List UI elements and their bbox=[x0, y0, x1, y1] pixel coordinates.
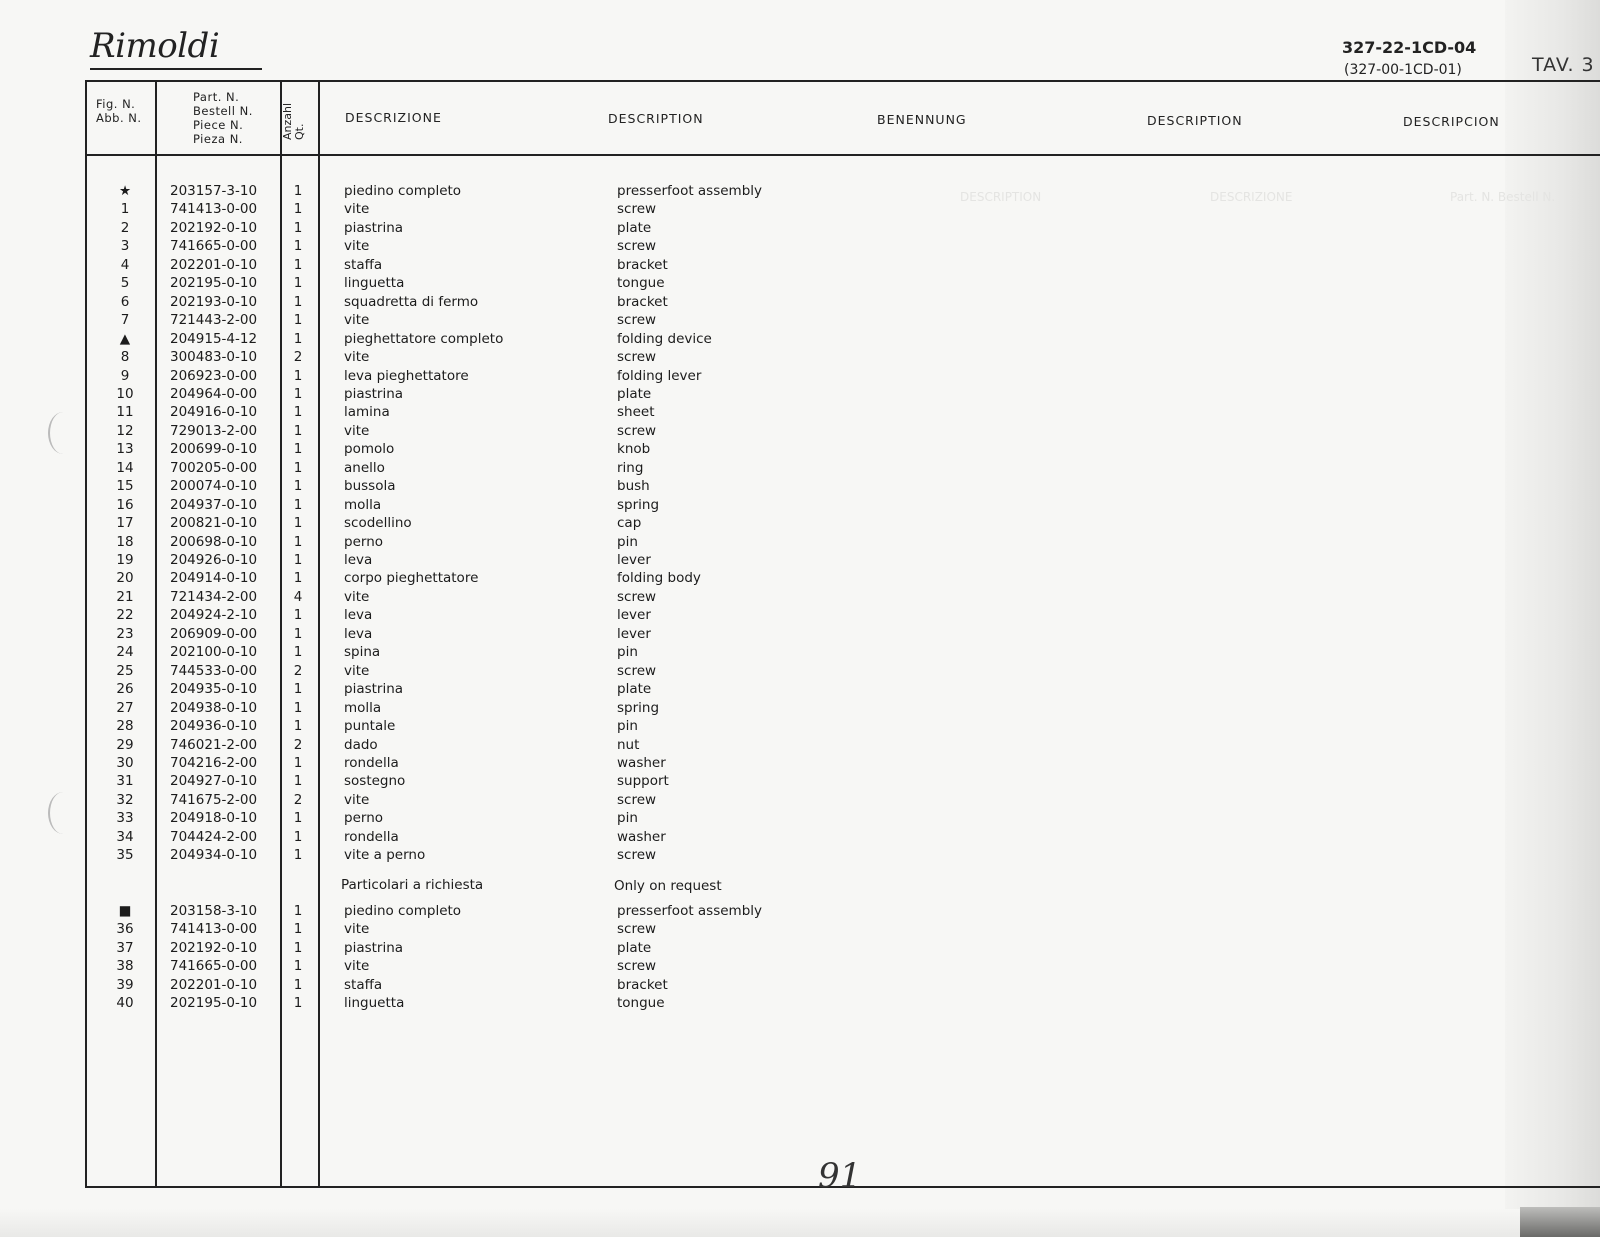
part-number: 300483-0-10 bbox=[170, 349, 258, 366]
table-row bbox=[0, 440, 800, 458]
part-number: 200821-0-10 bbox=[170, 515, 258, 532]
description-en: screw bbox=[617, 422, 657, 439]
description-it: vite bbox=[344, 312, 370, 329]
description-en: pin bbox=[617, 718, 638, 735]
description-en: screw bbox=[617, 238, 657, 255]
description-en: plate bbox=[617, 939, 652, 956]
fig-number: ★ bbox=[118, 183, 132, 199]
description-it: vite bbox=[344, 349, 370, 366]
description-en: screw bbox=[617, 921, 657, 938]
part-number: 204927-0-10 bbox=[170, 773, 258, 790]
quantity: 1 bbox=[293, 312, 303, 329]
table-row bbox=[0, 422, 800, 440]
description-en: screw bbox=[617, 349, 657, 366]
document-code-alt: (327-00-1CD-01) bbox=[1344, 62, 1462, 78]
quantity: 1 bbox=[293, 533, 303, 550]
fig-number: 39 bbox=[116, 976, 134, 993]
header-qty-line: Anzahl bbox=[281, 102, 294, 140]
table-row bbox=[0, 403, 800, 421]
fig-number: 35 bbox=[116, 847, 134, 864]
part-number: 200074-0-10 bbox=[170, 478, 258, 495]
table-row bbox=[0, 809, 800, 827]
description-en: screw bbox=[617, 791, 657, 808]
part-number: 204934-0-10 bbox=[170, 847, 258, 864]
quantity: 1 bbox=[293, 644, 303, 661]
quantity: 1 bbox=[293, 256, 303, 273]
description-it: molla bbox=[344, 699, 382, 716]
table-row bbox=[0, 551, 800, 569]
table-row bbox=[0, 348, 800, 366]
part-number: 204915-4-12 bbox=[170, 330, 258, 347]
part-number: 204935-0-10 bbox=[170, 681, 258, 698]
fig-number: 40 bbox=[116, 995, 134, 1011]
header-part-line: Part. N. bbox=[193, 90, 240, 104]
table-row bbox=[0, 514, 800, 532]
part-number: 741675-2-00 bbox=[170, 791, 258, 808]
fig-number: 5 bbox=[120, 275, 130, 292]
table-row bbox=[0, 902, 800, 920]
table-row bbox=[0, 330, 800, 348]
quantity: 1 bbox=[293, 939, 303, 956]
quantity: 2 bbox=[293, 736, 303, 753]
table-row bbox=[0, 237, 800, 255]
quantity: 1 bbox=[293, 515, 303, 532]
table-row bbox=[0, 274, 800, 292]
header-part-line: Piece N. bbox=[193, 118, 244, 132]
fig-number: 19 bbox=[116, 552, 134, 568]
fig-number: 36 bbox=[116, 921, 134, 938]
quantity: 1 bbox=[293, 183, 303, 199]
bleed-through-text: DESCRIPTION bbox=[960, 190, 1042, 204]
header-rule bbox=[85, 154, 1600, 156]
description-en: bracket bbox=[617, 256, 668, 273]
description-it: vite bbox=[344, 791, 370, 808]
header-fig bbox=[96, 97, 142, 125]
quantity: 2 bbox=[293, 791, 303, 808]
quantity: 1 bbox=[293, 238, 303, 255]
header-part-line: Bestell N. bbox=[193, 104, 253, 118]
fig-number: 29 bbox=[116, 736, 134, 753]
fig-number: 30 bbox=[116, 754, 134, 771]
description-en: washer bbox=[617, 754, 666, 771]
header-part bbox=[193, 90, 253, 146]
table-row bbox=[0, 939, 800, 957]
part-number: 204937-0-10 bbox=[170, 496, 258, 513]
fig-number: 6 bbox=[120, 293, 130, 310]
bleed-through-text: DESCRIZIONE bbox=[1210, 190, 1293, 204]
table-row bbox=[0, 219, 800, 237]
quantity: 1 bbox=[293, 810, 303, 827]
description-it: lamina bbox=[344, 404, 390, 421]
table-row bbox=[0, 920, 800, 938]
fig-number: 10 bbox=[116, 385, 134, 402]
description-it: leva pieghettatore bbox=[344, 367, 469, 384]
table-row bbox=[0, 957, 800, 975]
fig-number: 22 bbox=[116, 607, 134, 624]
quantity: 1 bbox=[293, 718, 303, 735]
part-number: 704216-2-00 bbox=[170, 754, 258, 771]
table-row bbox=[0, 533, 800, 551]
part-number: 741413-0-00 bbox=[170, 921, 258, 938]
quantity: 1 bbox=[293, 958, 303, 975]
table-row bbox=[0, 200, 800, 218]
header-fig-line: Fig. N. bbox=[96, 97, 136, 111]
fig-number: 15 bbox=[116, 478, 134, 495]
document-code: 327-22-1CD-04 bbox=[1342, 38, 1477, 57]
description-it: vite bbox=[344, 238, 370, 255]
part-number: 202192-0-10 bbox=[170, 219, 258, 236]
table-row bbox=[0, 662, 800, 680]
description-en: screw bbox=[617, 201, 657, 218]
table-row bbox=[0, 791, 800, 809]
description-it: scodellino bbox=[344, 515, 412, 532]
description-en: knob bbox=[617, 441, 651, 458]
quantity: 1 bbox=[293, 459, 303, 476]
quantity: 1 bbox=[293, 422, 303, 439]
fig-number: 34 bbox=[116, 828, 134, 845]
scan-corner bbox=[1520, 1207, 1600, 1237]
description-en: screw bbox=[617, 588, 657, 605]
header-description-en: DESCRIPTION bbox=[608, 111, 704, 126]
fig-number: 21 bbox=[116, 588, 134, 605]
description-en: tongue bbox=[617, 275, 665, 292]
fig-number: 37 bbox=[116, 939, 134, 956]
table-row bbox=[0, 588, 800, 606]
description-it: bussola bbox=[344, 478, 396, 495]
description-it: piastrina bbox=[344, 219, 404, 236]
description-it: linguetta bbox=[344, 275, 405, 292]
table-row bbox=[0, 754, 800, 772]
description-it: vite bbox=[344, 958, 370, 975]
quantity: 1 bbox=[293, 570, 303, 587]
description-it: leva bbox=[344, 552, 373, 568]
description-it: piastrina bbox=[344, 385, 404, 402]
table-row bbox=[0, 625, 800, 643]
description-en: screw bbox=[617, 662, 657, 679]
quantity: 1 bbox=[293, 404, 303, 421]
description-it: anello bbox=[344, 459, 385, 476]
fig-number: 27 bbox=[116, 699, 134, 716]
table-row bbox=[0, 459, 800, 477]
header-descrizione: DESCRIZIONE bbox=[345, 110, 442, 125]
description-it: squadretta di fermo bbox=[344, 293, 479, 310]
quantity: 1 bbox=[293, 219, 303, 236]
part-number: 203157-3-10 bbox=[170, 183, 258, 199]
part-number: 200698-0-10 bbox=[170, 533, 258, 550]
fig-number: ■ bbox=[118, 903, 132, 919]
description-it: leva bbox=[344, 607, 373, 624]
fig-number: 8 bbox=[120, 349, 130, 366]
description-it: pomolo bbox=[344, 441, 395, 458]
fig-number: 2 bbox=[120, 219, 130, 236]
quantity: 1 bbox=[293, 607, 303, 624]
description-it: vite bbox=[344, 662, 370, 679]
fig-number: 14 bbox=[116, 459, 134, 476]
quantity: 1 bbox=[293, 201, 303, 218]
part-number: 204914-0-10 bbox=[170, 570, 258, 587]
quantity: 1 bbox=[293, 330, 303, 347]
table-row bbox=[0, 976, 800, 994]
part-number: 700205-0-00 bbox=[170, 459, 258, 476]
fig-number: 24 bbox=[116, 644, 134, 661]
quantity: 1 bbox=[293, 441, 303, 458]
description-en: spring bbox=[617, 496, 660, 513]
table-row bbox=[0, 680, 800, 698]
fig-number: 12 bbox=[116, 422, 134, 439]
quantity: 1 bbox=[293, 847, 303, 864]
part-number: 721443-2-00 bbox=[170, 312, 258, 329]
table-row bbox=[0, 477, 800, 495]
description-en: folding lever bbox=[617, 367, 702, 384]
fig-number: 11 bbox=[116, 404, 134, 421]
description-en: bracket bbox=[617, 293, 668, 310]
fig-number: 23 bbox=[116, 625, 134, 642]
description-it: linguetta bbox=[344, 995, 405, 1011]
table-row bbox=[0, 846, 800, 864]
description-it: piedino completo bbox=[344, 183, 462, 199]
part-number: 744533-0-00 bbox=[170, 662, 258, 679]
description-it: vite bbox=[344, 921, 370, 938]
header-description-fr: DESCRIPTION bbox=[1147, 113, 1243, 128]
description-en: bracket bbox=[617, 976, 668, 993]
bleed-through-text: Part. N. Bestell N. bbox=[1450, 190, 1556, 204]
description-en: lever bbox=[617, 607, 651, 624]
part-number: 204936-0-10 bbox=[170, 718, 258, 735]
description-it: puntale bbox=[344, 718, 396, 735]
quantity: 1 bbox=[293, 681, 303, 698]
description-en: washer bbox=[617, 828, 666, 845]
part-number: 204926-0-10 bbox=[170, 552, 258, 568]
description-en: spring bbox=[617, 699, 660, 716]
description-en: pin bbox=[617, 533, 638, 550]
description-it: rondella bbox=[344, 828, 399, 845]
part-number: 206909-0-00 bbox=[170, 625, 258, 642]
quantity: 1 bbox=[293, 995, 303, 1011]
page-number: 91 bbox=[818, 1156, 862, 1196]
header-descripcion: DESCRIPCION bbox=[1403, 114, 1500, 129]
description-it: vite bbox=[344, 201, 370, 218]
description-it: leva bbox=[344, 625, 373, 642]
description-en: plate bbox=[617, 385, 652, 402]
part-number: 202100-0-10 bbox=[170, 644, 258, 661]
part-number: 721434-2-00 bbox=[170, 588, 258, 605]
part-number: 203158-3-10 bbox=[170, 903, 258, 919]
description-en: ring bbox=[617, 459, 644, 476]
fig-number: 18 bbox=[116, 533, 134, 550]
table-row bbox=[0, 828, 800, 846]
part-number: 204924-2-10 bbox=[170, 607, 258, 624]
quantity: 1 bbox=[293, 699, 303, 716]
description-it: dado bbox=[344, 736, 378, 753]
part-number: 202192-0-10 bbox=[170, 939, 258, 956]
table-row bbox=[0, 736, 800, 754]
fig-number: 1 bbox=[120, 201, 130, 218]
description-it: piedino completo bbox=[344, 903, 462, 919]
part-number: 202195-0-10 bbox=[170, 275, 258, 292]
description-it: staffa bbox=[344, 976, 383, 993]
description-en: presserfoot assembly bbox=[617, 903, 763, 919]
fig-number: 25 bbox=[116, 662, 134, 679]
header-qty-line: Qt. bbox=[293, 123, 306, 140]
table-row bbox=[0, 293, 800, 311]
quantity: 1 bbox=[293, 367, 303, 384]
part-number: 200699-0-10 bbox=[170, 441, 258, 458]
table-row bbox=[0, 772, 800, 790]
quantity: 1 bbox=[293, 903, 303, 919]
quantity: 1 bbox=[293, 754, 303, 771]
quantity: 1 bbox=[293, 625, 303, 642]
header-qty bbox=[282, 103, 306, 140]
description-it: vite a perno bbox=[344, 847, 426, 864]
quantity: 1 bbox=[293, 496, 303, 513]
fig-number: 20 bbox=[116, 570, 134, 587]
table-label: TAV. 3 bbox=[1532, 54, 1595, 76]
description-it: sostegno bbox=[344, 773, 406, 790]
quantity: 2 bbox=[293, 349, 303, 366]
header-benennung: BENENNUNG bbox=[877, 112, 967, 127]
description-it: molla bbox=[344, 496, 382, 513]
fig-number: 38 bbox=[116, 958, 134, 975]
header-part-line: Pieza N. bbox=[193, 132, 243, 146]
quantity: 1 bbox=[293, 921, 303, 938]
fig-number: 7 bbox=[120, 312, 130, 329]
fig-number: 17 bbox=[116, 515, 134, 532]
fig-number: 3 bbox=[120, 238, 130, 255]
description-en: plate bbox=[617, 219, 652, 236]
description-it: rondella bbox=[344, 754, 399, 771]
description-it: corpo pieghettatore bbox=[344, 570, 479, 587]
on-request-label-en: Only on request bbox=[614, 878, 722, 894]
part-number: 746021-2-00 bbox=[170, 736, 258, 753]
quantity: 1 bbox=[293, 385, 303, 402]
description-it: spina bbox=[344, 644, 381, 661]
part-number: 202201-0-10 bbox=[170, 976, 258, 993]
fig-number: 13 bbox=[116, 441, 134, 458]
part-number: 741665-0-00 bbox=[170, 958, 258, 975]
quantity: 1 bbox=[293, 773, 303, 790]
quantity: 2 bbox=[293, 662, 303, 679]
quantity: 1 bbox=[293, 828, 303, 845]
part-number: 202195-0-10 bbox=[170, 995, 258, 1011]
quantity: 1 bbox=[293, 976, 303, 993]
quantity: 1 bbox=[293, 275, 303, 292]
description-en: screw bbox=[617, 847, 657, 864]
description-it: staffa bbox=[344, 256, 383, 273]
part-number: 704424-2-00 bbox=[170, 828, 258, 845]
part-number: 729013-2-00 bbox=[170, 422, 258, 439]
description-it: perno bbox=[344, 533, 384, 550]
table-row bbox=[0, 367, 800, 385]
description-en: nut bbox=[617, 736, 640, 753]
description-en: screw bbox=[617, 958, 657, 975]
brand-logo: Rimoldi bbox=[90, 26, 220, 66]
fig-number: ▲ bbox=[119, 330, 131, 347]
part-number: 204918-0-10 bbox=[170, 810, 258, 827]
description-en: sheet bbox=[617, 404, 655, 421]
table-row bbox=[0, 385, 800, 403]
description-it: vite bbox=[344, 422, 370, 439]
fig-number: 33 bbox=[116, 810, 134, 827]
table-row bbox=[0, 311, 800, 329]
part-number: 741665-0-00 bbox=[170, 238, 258, 255]
description-en: lever bbox=[617, 625, 651, 642]
table-row bbox=[0, 182, 800, 200]
quantity: 1 bbox=[293, 293, 303, 310]
description-en: cap bbox=[617, 515, 642, 532]
description-it: perno bbox=[344, 810, 384, 827]
description-it: piastrina bbox=[344, 681, 404, 698]
quantity: 1 bbox=[293, 478, 303, 495]
table-row bbox=[0, 606, 800, 624]
description-en: pin bbox=[617, 644, 638, 661]
description-en: presserfoot assembly bbox=[617, 183, 763, 199]
fig-number: 32 bbox=[116, 791, 134, 808]
table-row bbox=[0, 496, 800, 514]
description-en: tongue bbox=[617, 995, 665, 1011]
on-request-label-it: Particolari a richiesta bbox=[341, 877, 484, 893]
logo-underline bbox=[90, 68, 262, 70]
fig-number: 4 bbox=[120, 256, 130, 273]
quantity: 4 bbox=[293, 588, 303, 605]
part-number: 204938-0-10 bbox=[170, 699, 258, 716]
description-en: screw bbox=[617, 312, 657, 329]
fig-number: 26 bbox=[116, 681, 134, 698]
description-it: pieghettatore completo bbox=[344, 330, 504, 347]
part-number: 202193-0-10 bbox=[170, 293, 258, 310]
description-en: folding body bbox=[617, 570, 701, 587]
table-row bbox=[0, 994, 800, 1012]
header-fig-line: Abb. N. bbox=[96, 111, 142, 125]
part-number: 204964-0-00 bbox=[170, 385, 258, 402]
description-en: bush bbox=[617, 478, 650, 495]
quantity: 1 bbox=[293, 552, 303, 568]
part-number: 204916-0-10 bbox=[170, 404, 258, 421]
table-row bbox=[0, 643, 800, 661]
description-en: plate bbox=[617, 681, 652, 698]
part-number: 206923-0-00 bbox=[170, 367, 258, 384]
table-row bbox=[0, 256, 800, 274]
table-row bbox=[0, 717, 800, 735]
description-en: pin bbox=[617, 810, 638, 827]
table-row bbox=[0, 569, 800, 587]
description-it: piastrina bbox=[344, 939, 404, 956]
description-en: folding device bbox=[617, 330, 712, 347]
part-number: 202201-0-10 bbox=[170, 256, 258, 273]
description-en: lever bbox=[617, 552, 651, 568]
table-row bbox=[0, 699, 800, 717]
fig-number: 31 bbox=[116, 773, 134, 790]
fig-number: 9 bbox=[120, 367, 130, 384]
description-en: support bbox=[617, 773, 669, 790]
page-bottom-shadow bbox=[0, 1209, 1600, 1237]
fig-number: 16 bbox=[116, 496, 134, 513]
fig-number: 28 bbox=[116, 718, 134, 735]
description-it: vite bbox=[344, 588, 370, 605]
part-number: 741413-0-00 bbox=[170, 201, 258, 218]
